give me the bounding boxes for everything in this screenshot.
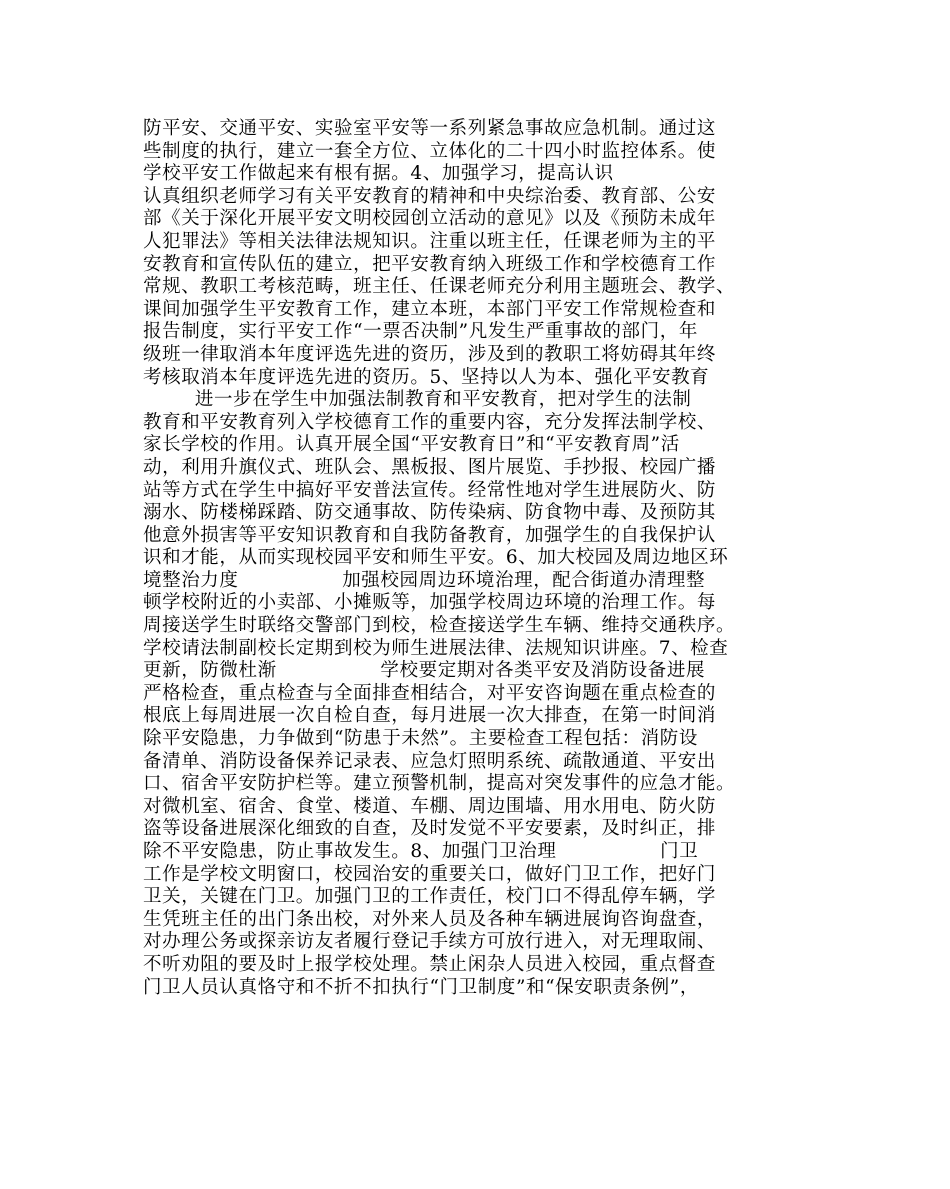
text-line: 境整治力度 加强校园周边环境治理，配合街道办清理整 — [143, 569, 706, 591]
text-line: 进一步在学生中加强法制教育和平安教育，把对学生的法制 — [143, 389, 692, 411]
text-line: 学校请法制副校长定期到校为师生进展法律、法规知识讲座。7、检查 — [143, 637, 729, 659]
text-line: 家长学校的作用。认真开展全国“平安教育日”和“平安教育周”活 — [143, 434, 680, 456]
text-line: 认真组织老师学习有关平安教育的精神和中央综治委、教育部、公安 — [143, 185, 717, 207]
text-line: 教育和平安教育列入学校德育工作的重要内容，充分发挥法制学校、 — [143, 411, 717, 433]
text-line: 动，利用升旗仪式、班队会、黑板报、图片展览、手抄报、校园广播 — [143, 456, 717, 478]
text-line: 对微机室、宿舍、食堂、楼道、车棚、周边围墙、用水用电、防火防 — [143, 795, 717, 817]
text-line: 门卫人员认真恪守和不折不扣执行“门卫制度”和“保安职责条例”， — [143, 976, 699, 998]
text-line: 根底上每周进展一次自检自查，每月进展一次大排查，在第一时间消 — [143, 705, 717, 727]
text-line: 除不平安隐患，防止事故发生。8、加强门卫治理 门卫 — [143, 841, 699, 862]
text-line: 更新，防微杜渐 学校要定期对各类平安及消防设备进展 — [143, 660, 706, 682]
text-line: 部《关于深化开展平安文明校园创立活动的意见》以及《预防未成年 — [143, 208, 717, 230]
text-line: 盗等设备进展深化细致的自查，及时发觉不平安要素，及时纠正，排 — [143, 818, 717, 840]
text-line: 工作是学校文明窗口，校园治安的重要关口，做好门卫工作，把好门 — [143, 863, 717, 885]
text-line: 识和才能，从而实现校园平安和师生平安。6、加大校园及周边地区环 — [143, 547, 729, 569]
text-line: 周接送学生时联络交警部门到校，检查接送学生车辆、维持交通秩序。 — [143, 615, 736, 637]
text-line: 防平安、交通平安、实验室平安等一系列紧急事故应急机制。通过这 — [143, 118, 717, 139]
text-line: 些制度的执行，建立一套全方位、立体化的二十四小时监控体系。使 — [143, 140, 717, 162]
text-line: 口、宿舍平安防护栏等。建立预警机制，提高对突发事件的应急才能。 — [143, 773, 736, 795]
text-line: 常规、教职工考核范畴，班主任、任课老师充分利用主题班会、教学、 — [143, 276, 736, 298]
text-line: 顿学校附近的小卖部、小摊贩等，加强学校周边环境的治理工作。每 — [143, 592, 717, 614]
text-line: 学校平安工作做起来有根有据。4、加强学习，提高认识 — [143, 163, 614, 185]
text-line: 对办理公务或探亲访友者履行登记手续方可放行进入，对无理取闹、 — [143, 931, 717, 953]
document-body-text — [143, 118, 843, 999]
text-line: 人犯罪法》等相关法律法规知识。注重以班主任，任课老师为主的平 — [143, 230, 717, 252]
text-line: 报告制度，实行平安工作“一票否决制”凡发生严重事故的部门，年 — [143, 321, 698, 343]
text-line: 严格检查，重点检查与全面排查相结合，对平安咨询题在重点检查的 — [143, 682, 717, 704]
text-line: 站等方式在学生中搞好平安普法宣传。经常性地对学生进展防火、防 — [143, 479, 717, 501]
text-line: 考核取消本年度评选先进的资历。5、坚持以人为本、强化平安教育 — [143, 366, 710, 388]
text-line: 溺水、防楼梯踩踏、防交通事故、防传染病、防食物中毒、及预防其 — [143, 502, 717, 524]
text-line: 卫关，关键在门卫。加强门卫的工作责任，校门口不得乱停车辆，学 — [143, 886, 717, 908]
text-line: 课间加强学生平安教育工作，建立本班，本部门平安工作常规检查和 — [143, 298, 717, 320]
text-line: 不听劝阻的要及时上报学校处理。禁止闲杂人员进入校园，重点督查 — [143, 953, 717, 975]
text-line: 除平安隐患，力争做到“防患于未然”。主要检查工程包括：消防设 — [143, 728, 698, 750]
text-line: 级班一律取消本年度评选先进的资历，涉及到的教职工将妨碍其年终 — [143, 343, 717, 365]
text-line: 安教育和宣传队伍的建立，把平安教育纳入班级工作和学校德育工作 — [143, 253, 717, 275]
text-line: 生凭班主任的出门条出校，对外来人员及各种车辆进展询咨询盘查， — [143, 908, 717, 930]
text-line: 备清单、消防设备保养记录表、应急灯照明系统、疏散通道、平安出 — [143, 750, 717, 772]
text-line: 他意外损害等平安知识教育和自我防备教育，加强学生的自我保护认 — [143, 524, 717, 546]
